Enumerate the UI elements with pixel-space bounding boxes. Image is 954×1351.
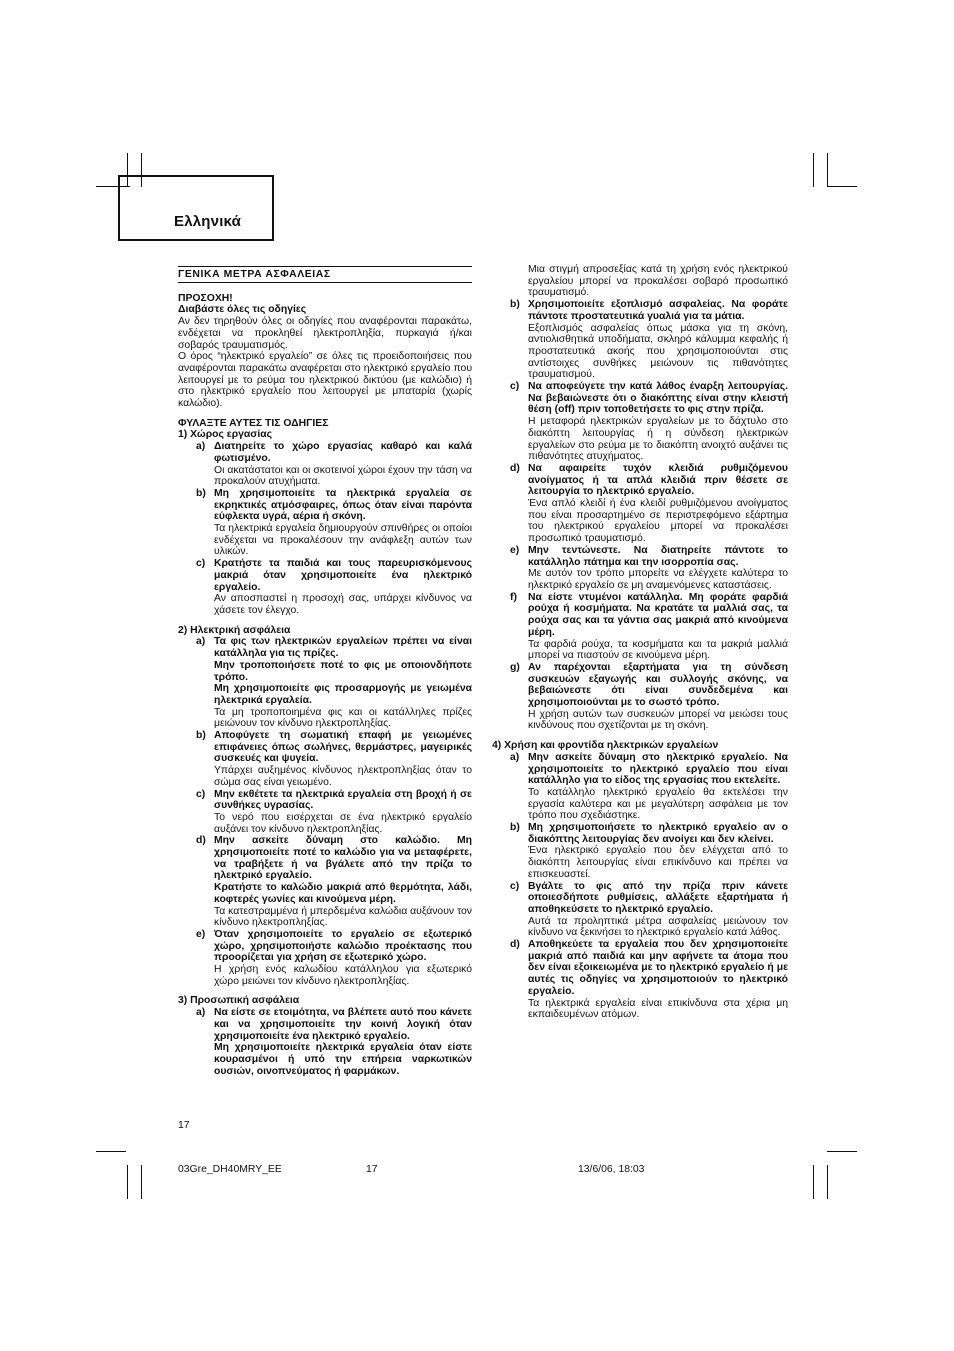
item-marker: b) — [196, 730, 206, 742]
list-item — [492, 822, 788, 881]
item-bold-text: Μη χρησιμοποιείτε τα ηλεκτρικά εργαλεία σε εκρηκτικές ατμόσφαιρες, όπως όταν είναι παρόντα εύφλεκτα υγρά, αέρια ή σκόνη. — [214, 487, 472, 523]
caution-paragraph: Ο όρος “ηλεκτρικό εργαλείο” σε όλες τις προειδοποιήσεις που αναφέρονται παρακάτω αναφέρεται στο ηλεκτρικό εργαλείο που λειτουργεί με το ρεύμα του ηλεκτρικού δικτύου (με καλώδιο) ή στο ηλεκτρικό εργαλείο που λειτουργεί με μπαταρία (χωρίς καλώδιο). — [178, 351, 472, 410]
list-item — [492, 752, 788, 822]
list-item — [492, 381, 788, 463]
item-marker: e) — [196, 928, 206, 940]
item-bold-text: Μη χρησιμοποιείτε φις προσαρμογής με γειωμένα ηλεκτρικά εργαλεία. — [214, 683, 472, 706]
item-bold-text: Κρατήστε τα παιδιά και τους παρευρισκόμενους μακριά όταν χρησιμοποιείτε ένα ηλεκτρικό εργαλείο. — [214, 558, 472, 593]
item-text: Το νερό που εισέρχεται σε ένα ηλεκτρικό εργαλείο αυξάνει τον κίνδυνο ηλεκτροπληξίας. — [214, 811, 472, 835]
footer-filename: 03Gre_DH40MRY_EE — [178, 1164, 282, 1175]
list-item — [492, 299, 788, 381]
item-bold-text: Διατηρείτε το χώρο εργασίας καθαρό και καλά φωτισμένο. — [214, 441, 472, 464]
item-bold-text: Αν παρέχονται εξαρτήματα για τη σύνδεση συσκευών εξαγωγής και συλλογής σκόνης, να βεβαιώνεστε ότι είναι συνδεδεμένα και χρησιμοποιούνται με το σωστό τρόπο. — [528, 661, 788, 709]
item-marker: e) — [510, 544, 520, 556]
item-marker: d) — [196, 835, 206, 847]
item-marker: a) — [196, 1007, 206, 1019]
right-column — [492, 264, 788, 1021]
item-bold-text: Μην εκθέτετε τα ηλεκτρικά εργαλεία στη βροχή ή σε συνθήκες υγρασίας. — [214, 788, 472, 812]
item-text: Το κατάλληλο ηλεκτρικό εργαλείο θα εκτελέσει την εργασία καλύτερα και με μεγαλύτερη ασφάλεια με τον τρόπο που σχεδιάστηκε. — [528, 786, 788, 822]
caution-heading: ΠΡΟΣΟΧΗ! — [178, 292, 233, 304]
crop-mark — [827, 1165, 828, 1199]
item-text: Ένα απλό κλειδί ή ένα κλειδί ρυθμιζόμενου ανοίγματος που είναι προσαρτημένο σε περιστρεφόμενο εξάρτημα του ηλεκτρικού εργαλείου μπορεί να προκαλέσει προσωπικό τραυματισμό. — [528, 498, 788, 545]
item-text: Η μεταφορά ηλεκτρικών εργαλείων με το δάχτυλο στο διακόπτη λειτουργίας ή η σύνδεση ηλεκτρικών εργαλείων στο ρεύμα με το διακόπτη ανοιχτό αυξάνει τις πιθανότητες ατυχήματος. — [528, 416, 788, 463]
crop-mark — [827, 186, 857, 187]
item-bold-text: Τα φις των ηλεκτρικών εργαλείων πρέπει να είναι κατάλληλα για τις πρίζες. — [214, 636, 472, 660]
crop-mark — [127, 1165, 128, 1199]
item-bold-text: Να είστε ντυμένοι κατάλληλα. Μη φοράτε φαρδιά ρούχα ή κοσμήματα. Να κρατάτε τα μαλλιά σας, τα ρούχα σας και τα γάντια σας μακριά από κινούμενα μέρη. — [528, 591, 788, 638]
item-bold-text: Βγάλτε το φις από την πρίζα πριν κάνετε οποιεσδήποτε ρυθμίσεις, αλλάξετε εξαρτήματα ή αποθηκεύσετε το ηλεκτρικό εργαλείο. — [528, 880, 788, 915]
item-marker: b) — [510, 299, 520, 311]
item-text: Υπάρχει αυξημένος κίνδυνος ηλεκτροπληξίας όταν το σώμα σας είναι γειωμένο. — [214, 765, 472, 788]
section-title: ΓΕΝΙΚΑ ΜΕΤΡΑ ΑΣΦΑΛΕΙΑΣ — [178, 266, 472, 283]
item-marker: a) — [510, 751, 520, 763]
list-item — [492, 545, 788, 592]
item-bold-text: Όταν χρησιμοποιείτε το εργαλείο σε εξωτερικό χώρο, χρησιμοποιήστε καλώδιο προέκτασης που προορίζεται για χρήση σε εξωτερικό χώρο. — [214, 928, 472, 964]
item-marker: d) — [510, 462, 520, 474]
item-marker: b) — [196, 487, 206, 499]
item-marker: g) — [510, 661, 520, 673]
item-text: Με αυτόν τον τρόπο μπορείτε να ελέγχετε καλύτερα το ηλεκτρικό εργαλείο σε μη αναμενόμενες καταστάσεις. — [528, 568, 788, 591]
list-item — [178, 636, 472, 730]
crop-mark — [827, 1151, 857, 1152]
item-text: Τα ηλεκτρικά εργαλεία δημιουργούν σπινθήρες οι οποίοι ενδέχεται να προκαλέσουν την ανάφλεξη αυτών των υλικών. — [214, 523, 472, 558]
item-bold-text: Να αποφεύγετε την κατά λάθος έναρξη λειτουργίας. Να βεβαιώνεστε ότι ο διακόπτης είναι στην κλειστή θέση (off) πριν τοποθετήσετε το φις στην πρίζα. — [528, 381, 788, 416]
item-text: Η χρήση αυτών των συσκευών μπορεί να μειώσει τους κινδύνους που σχετίζονται με τη σκόνη. — [528, 708, 788, 732]
item-marker: d) — [510, 939, 520, 951]
language-title: Ελληνικά — [174, 213, 242, 230]
language-tab — [118, 175, 274, 241]
item-bold-text: Χρησιμοποιείτε εξοπλισμό ασφαλείας. Να φοράτε πάντοτε προστατευτικά γυαλιά για τα μάτια. — [528, 299, 788, 322]
subsection-title: 4) Χρήση και φροντίδα ηλεκτρικών εργαλείων — [492, 740, 719, 752]
item-bold-text: Μη χρησιμοποιήσετε το ηλεκτρικό εργαλείο αν ο διακόπτης λειτουργίας δεν ανοίγει και δεν κλείνει. — [528, 822, 788, 845]
item-text: Τα κατεστραμμένα ή μπερδεμένα καλώδια αυξάνουν τον κίνδυνο ηλεκτροπληξίας. — [214, 905, 472, 929]
footer-datetime: 13/6/06, 18:03 — [578, 1164, 645, 1175]
crop-mark — [96, 1151, 126, 1152]
list-item — [178, 730, 472, 789]
item-marker: c) — [510, 880, 520, 892]
subsection-title: 2) Ηλεκτρική ασφάλεια — [178, 624, 291, 636]
item-marker: c) — [196, 788, 206, 800]
list-item — [178, 835, 472, 929]
item-marker: a) — [196, 636, 206, 648]
item-text: Τα φαρδιά ρούχα, τα κοσμήματα και τα μακριά μαλλιά μπορεί να πιαστούν σε κινούμενα μέρη. — [528, 638, 788, 662]
caution-paragraph: Αν δεν τηρηθούν όλες οι οδηγίες που αναφέρονται παρακάτω, ενδέχεται να προκληθεί ηλεκτροπληξία, πυρκαγιά ή/και σοβαρός τραυματισμός. — [178, 316, 472, 351]
item-marker: c) — [510, 381, 520, 393]
list-item — [178, 789, 472, 836]
item-text: Αν αποσπαστεί η προσοχή σας, υπάρχει κίνδυνος να χάσετε τον έλεγχο. — [214, 593, 472, 616]
list-item — [492, 463, 788, 545]
item-bold-text: Μην τροποποιήσετε ποτέ το φις με οποιονδήποτε τρόπο. — [214, 659, 472, 683]
list-item — [492, 592, 788, 662]
item-marker: c) — [196, 558, 206, 570]
item-bold-text: Μη χρησιμοποιείτε ηλεκτρικά εργαλεία όταν είστε κουρασμένοι ή υπό την επήρεια ναρκωτικών ουσιών, οινοπνεύματος ή φαρμάκων. — [214, 1042, 472, 1077]
list-item — [178, 441, 472, 488]
item-text: Τα μη τροποποιημένα φις και οι κατάλληλες πρίζες μειώνουν τον κίνδυνο ηλεκτροπληξίας. — [214, 706, 472, 730]
item-bold-text: Αποθηκεύετε τα εργαλεία που δεν χρησιμοποιείτε μακριά από παιδιά και μην αφήνετε τα άτομα που δεν είναι εξοικειωμένα με το ηλεκτρικό εργαλείο ή με αυτές τις οδηγίες να χρησιμοποιούν το ηλεκτρικό εργαλείο. — [528, 939, 788, 997]
item-bold-text: Αποφύγετε τη σωματική επαφή με γειωμένες επιφάνειες όπως σωλήνες, θερμάστρες, μαγειρικές συσκευές και ψυγεία. — [214, 730, 472, 765]
item-bold-text: Κρατήστε το καλώδιο μακριά από θερμότητα, λάδι, κοφτερές γωνίες και κινούμενα μέρη. — [214, 882, 472, 905]
item-marker: b) — [510, 822, 520, 834]
item-text: Οι ακατάστατοι και οι σκοτεινοί χώροι έχουν την τάση να προκαλούν ατυχήματα. — [214, 464, 472, 488]
crop-mark — [813, 1165, 814, 1199]
keep-instructions-heading: ΦΥΛΑΞΤΕ ΑΥΤΕΣ ΤΙΣ ΟΔΗΓΙΕΣ — [178, 417, 329, 429]
item-text: Εξοπλισμός ασφαλείας όπως μάσκα για τη σκόνη, αντιολισθητικά υποδήματα, σκληρό κάλυμμα κεφαλής ή προστατευτικά ακοής που χρησιμοποιούνται στις αντίστοιχες συνθήκες μειώνουν τις πιθανότητες τραυματισμού. — [528, 322, 788, 381]
list-item — [492, 662, 788, 732]
item-bold-text: Μην ασκείτε δύναμη στο ηλεκτρικό εργαλείο. Να χρησιμοποιείτε το ηλεκτρικό εργαλείο που είναι κατάλληλο για το είδος της εργασίας που εκτελείτε. — [528, 751, 788, 787]
item-marker: f) — [510, 591, 517, 603]
list-item — [178, 929, 472, 988]
list-item — [492, 939, 788, 1021]
item-text: Αυτά τα προληπτικά μέτρα ασφαλείας μειώνουν τον κίνδυνο να ξεκινήσει το ηλεκτρικό εργαλείο κατά λάθος. — [528, 915, 788, 939]
list-item — [178, 558, 472, 617]
page-number: 17 — [178, 1120, 190, 1131]
item-text: Μια στιγμή απροσεξίας κατά τη χρήση ενός ηλεκτρικού εργαλείου μπορεί να προκαλέσει σοβαρό προσωπικό τραυματισμό. — [528, 264, 788, 299]
subsection-title: 1) Χώρος εργασίας — [178, 429, 273, 441]
item-bold-text: Μην τεντώνεστε. Να διατηρείτε πάντοτε το κατάλληλο πάτημα και την ισορροπία σας. — [528, 544, 788, 568]
crop-mark — [141, 1165, 142, 1199]
footer-page: 17 — [366, 1164, 378, 1175]
item-bold-text: Μην ασκείτε δύναμη στο καλώδιο. Μη χρησιμοποιείτε ποτέ το καλώδιο για να μεταφέρετε, να τραβήξετε ή να βγάλετε από την πρίζα το ηλεκτρικό εργαλείο. — [214, 835, 472, 882]
caution-subheading: Διαβάστε όλες τις οδηγίες — [178, 304, 307, 316]
list-item — [492, 881, 788, 940]
item-marker: a) — [196, 441, 206, 453]
item-bold-text: Να αφαιρείτε τυχόν κλειδιά ρυθμιζόμενου ανοίγματος ή τα απλά κλειδιά πριν θέσετε σε λειτουργία το ηλεκτρικό εργαλείο. — [528, 462, 788, 498]
item-text: Ένα ηλεκτρικό εργαλείο που δεν ελέγχεται από το διακόπτη λειτουργίας είναι επικίνδυνο και πρέπει να επισκευαστεί. — [528, 845, 788, 880]
item-text: Τα ηλεκτρικά εργαλεία είναι επικίνδυνα στα χέρια μη εκπαιδευμένων ατόμων. — [528, 997, 788, 1021]
crop-mark — [827, 153, 828, 187]
subsection-title: 3) Προσωπική ασφάλεια — [178, 995, 300, 1007]
list-item — [178, 488, 472, 558]
item-bold-text: Να είστε σε ετοιμότητα, να βλέπετε αυτό που κάνετε και να χρησιμοποιείτε την κοινή λογική όταν χρησιμοποιείτε ένα ηλεκτρικό εργαλείο. — [214, 1007, 472, 1042]
crop-mark — [813, 153, 814, 187]
list-item — [178, 1007, 472, 1077]
item-text: Η χρήση ενός καλωδίου κατάλληλου για εξωτερικό χώρο μειώνει τον κίνδυνο ηλεκτροπληξίας. — [214, 964, 472, 987]
left-column — [178, 266, 472, 1077]
